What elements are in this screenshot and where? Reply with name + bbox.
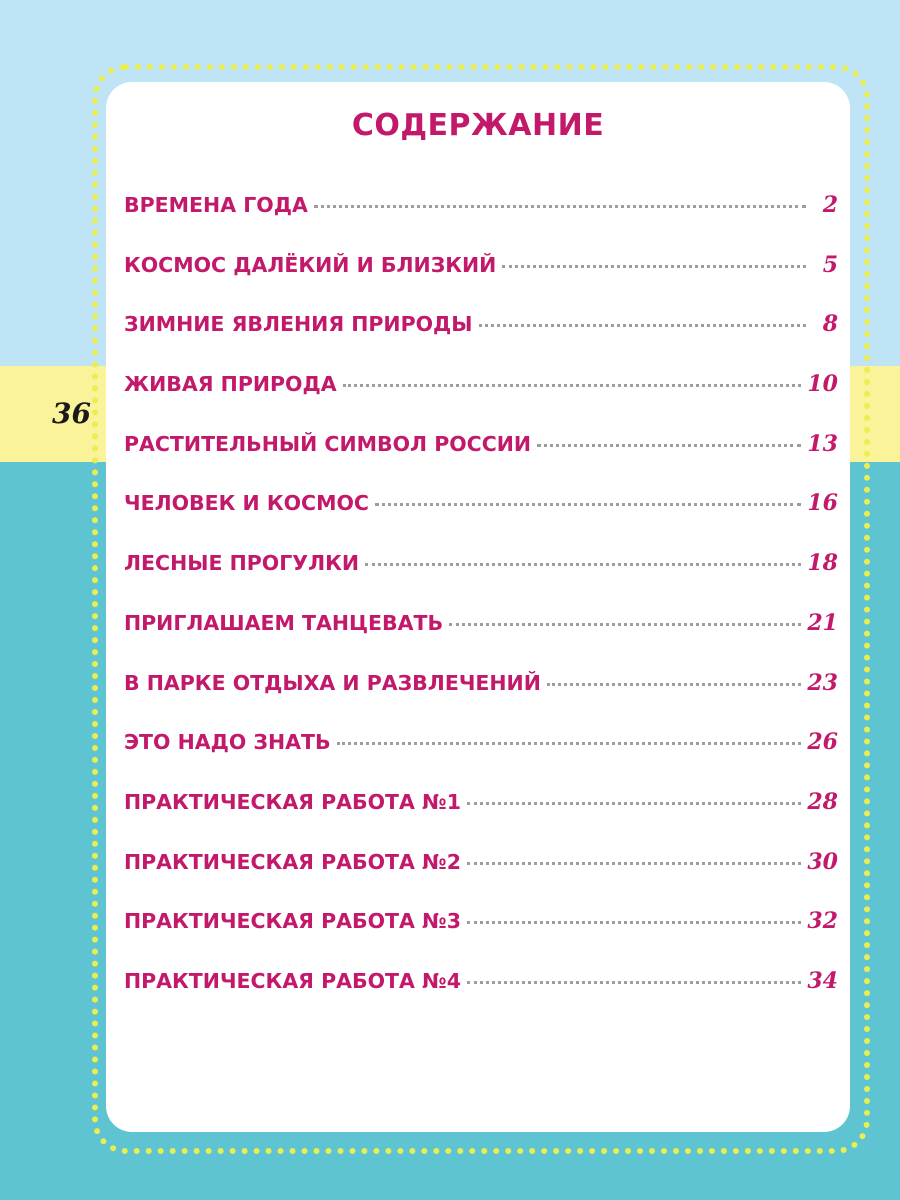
toc-entry[interactable]	[124, 610, 838, 670]
toc-entry-page: 26	[807, 729, 838, 756]
leader-dots	[467, 802, 801, 805]
toc-entry[interactable]	[124, 968, 838, 1028]
toc-entry[interactable]	[124, 252, 838, 312]
toc-entry-page: 10	[807, 371, 838, 398]
toc-entry-page: 28	[807, 788, 838, 815]
page-number: 36	[52, 397, 91, 430]
contents-card	[106, 82, 850, 1132]
toc-entry-page: 32	[807, 908, 838, 935]
toc-entry-title: ЗИМНИЕ ЯВЛЕНИЯ ПРИРОДЫ	[124, 312, 473, 337]
toc-entry[interactable]	[124, 729, 838, 789]
toc-entry-page: 8	[822, 311, 838, 338]
toc-entry-title: В ПАРКЕ ОТДЫХА И РАЗВЛЕЧЕНИЙ	[124, 670, 541, 695]
toc-entry-title: ЖИВАЯ ПРИРОДА	[124, 372, 337, 397]
toc-entry[interactable]	[124, 908, 838, 968]
toc-entry-page: 18	[807, 550, 838, 577]
toc-entry[interactable]	[124, 849, 838, 909]
toc-entry-title: ЧЕЛОВЕК И КОСМОС	[124, 491, 369, 516]
leader-dots	[467, 921, 801, 924]
toc-entry-title: КОСМОС ДАЛЁКИЙ И БЛИЗКИЙ	[124, 252, 497, 277]
toc-entry-page: 23	[807, 669, 838, 696]
toc-entry-title: ПРАКТИЧЕСКАЯ РАБОТА №4	[124, 968, 461, 993]
leader-dots	[479, 324, 806, 327]
toc-entry-page: 30	[807, 848, 838, 875]
leader-dots	[547, 683, 802, 686]
leader-dots	[343, 384, 802, 387]
toc-entry[interactable]	[124, 431, 838, 491]
toc-entry[interactable]	[124, 371, 838, 431]
toc-entry-page: 13	[807, 430, 838, 457]
toc-entry[interactable]	[124, 490, 838, 550]
toc-entry-title: ЛЕСНЫЕ ПРОГУЛКИ	[124, 551, 360, 576]
toc-entry-title: ПРАКТИЧЕСКАЯ РАБОТА №1	[124, 789, 461, 814]
leader-dots	[375, 503, 801, 506]
table-of-contents	[124, 192, 838, 1028]
toc-entry[interactable]	[124, 670, 838, 730]
leader-dots	[449, 623, 801, 626]
leader-dots	[537, 444, 801, 447]
toc-entry-page: 5	[822, 251, 838, 278]
toc-entry-title: ПРАКТИЧЕСКАЯ РАБОТА №3	[124, 909, 461, 934]
leader-dots	[314, 205, 806, 208]
toc-entry[interactable]	[124, 550, 838, 610]
toc-entry-page: 2	[822, 192, 838, 218]
toc-entry-title: ПРИГЛАШАЕМ ТАНЦЕВАТЬ	[124, 610, 444, 635]
page-title: СОДЕРЖАНИЕ	[351, 108, 605, 143]
toc-entry-page: 16	[807, 490, 838, 517]
leader-dots	[467, 981, 801, 984]
leader-dots	[337, 742, 802, 745]
toc-entry-title: ЭТО НАДО ЗНАТЬ	[124, 730, 331, 755]
toc-entry[interactable]	[124, 192, 838, 252]
leader-dots	[365, 563, 801, 566]
leader-dots	[502, 265, 806, 268]
toc-entry-title: РАСТИТЕЛЬНЫЙ СИМВОЛ РОССИИ	[124, 431, 532, 456]
toc-entry-page: 34	[807, 967, 838, 994]
toc-entry[interactable]	[124, 789, 838, 849]
leader-dots	[467, 862, 801, 865]
toc-entry-title: ВРЕМЕНА ГОДА	[124, 193, 308, 217]
toc-entry-page: 21	[807, 609, 838, 636]
toc-entry[interactable]	[124, 311, 838, 371]
toc-entry-title: ПРАКТИЧЕСКАЯ РАБОТА №2	[124, 849, 461, 874]
